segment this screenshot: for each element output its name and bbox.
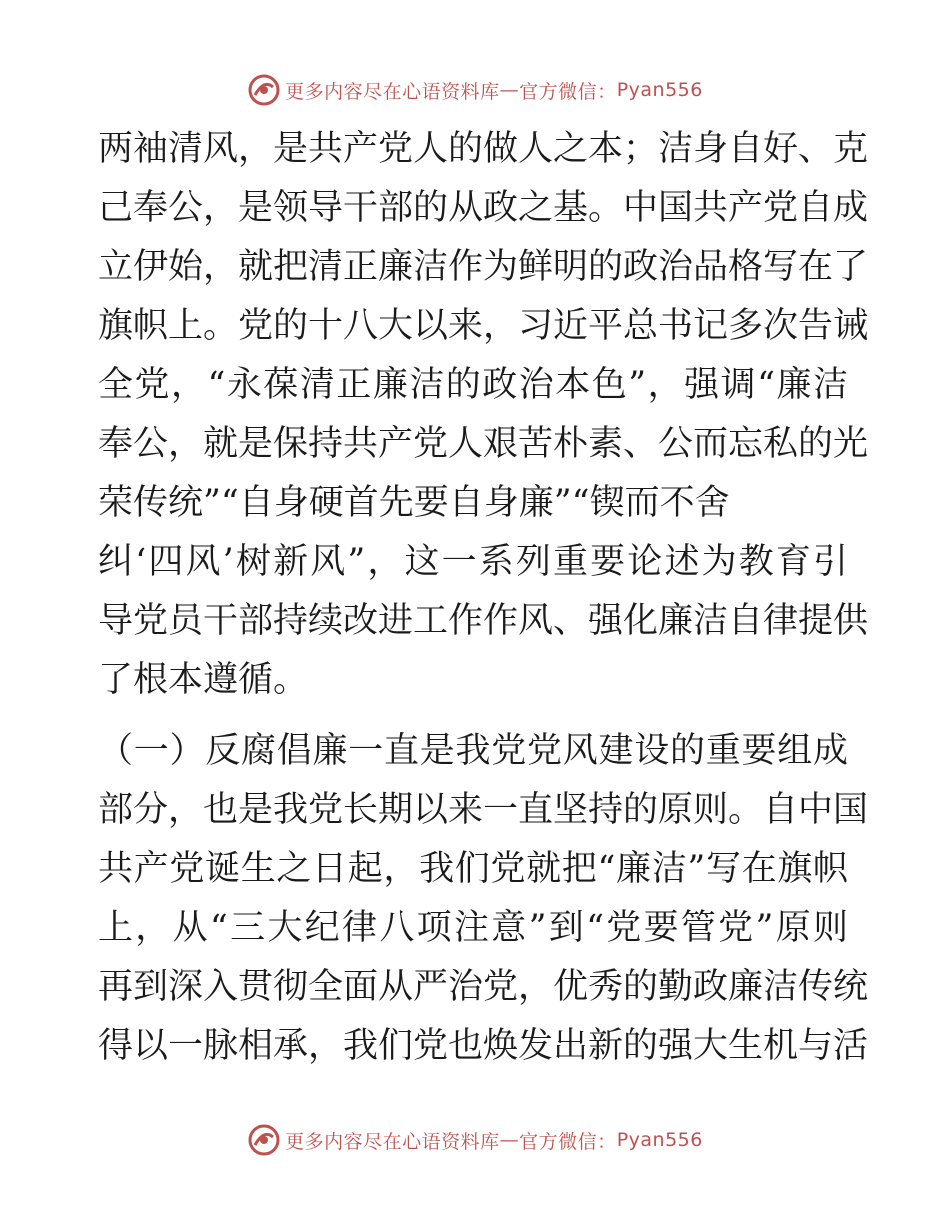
text-line: 导党员干部持续改进工作作风、强化廉洁自律提供 [98,601,869,641]
watermark-dash: — [499,1129,520,1151]
watermark-wechat-id: Pyan556 [616,79,703,101]
paragraph-gap [98,710,848,722]
text-line: 全党，“永葆清正廉洁的政治本色”，强调“廉洁 [98,365,848,405]
stamp-logo-icon [247,1123,281,1157]
header-watermark [0,70,950,110]
text-line: 共产党诞生之日起，我们党就把“廉洁”写在旗帜 [98,849,848,889]
text-line: 纠‘四风’树新风”，这一系列重要论述为教育引 [98,542,848,582]
watermark-site-text: 更多内容尽在心语资料库 [285,1130,500,1153]
watermark-site-text: 更多内容尽在心语资料库 [285,80,500,103]
text-line: （一）反腐倡廉一直是我党党风建设的重要组成 [98,731,848,771]
watermark-wechat-text: 官方微信： [519,1130,617,1153]
stamp-logo-icon [247,73,281,107]
paragraph-1 [98,120,869,710]
watermark-dash: — [499,79,520,101]
text-line: 立伊始，就把清正廉洁作为鲜明的政治品格写在了 [98,247,869,287]
paragraph-2 [98,722,869,1076]
document-body [98,120,869,1076]
text-line: 荣传统”“自身硬首先要自身廉”“锲而不舍 [98,483,730,523]
text-line: 己奉公，是领导干部的从政之基。中国共产党自成 [98,188,869,228]
text-line: 得以一脉相承，我们党也焕发出新的强大生机与活 [98,1026,869,1066]
watermark-wechat-text: 官方微信： [519,80,617,103]
footer-watermark [0,1120,950,1160]
watermark-wechat-id: Pyan556 [616,1129,703,1151]
text-line: 旗帜上。党的十八大以来，习近平总书记多次告诫 [98,306,869,346]
text-line: 部分，也是我党长期以来一直坚持的原则。自中国 [98,790,869,830]
text-line: 了根本遵循。 [98,660,309,700]
text-line: 再到深入贯彻全面从严治党，优秀的勤政廉洁传统 [98,967,869,1007]
text-line: 奉公，就是保持共产党人艰苦朴素、公而忘私的光 [98,424,869,464]
text-line: 两袖清风，是共产党人的做人之本；洁身自好、克 [98,129,869,169]
text-line: 上，从“三大纪律八项注意”到“党要管党”原则 [98,908,848,948]
